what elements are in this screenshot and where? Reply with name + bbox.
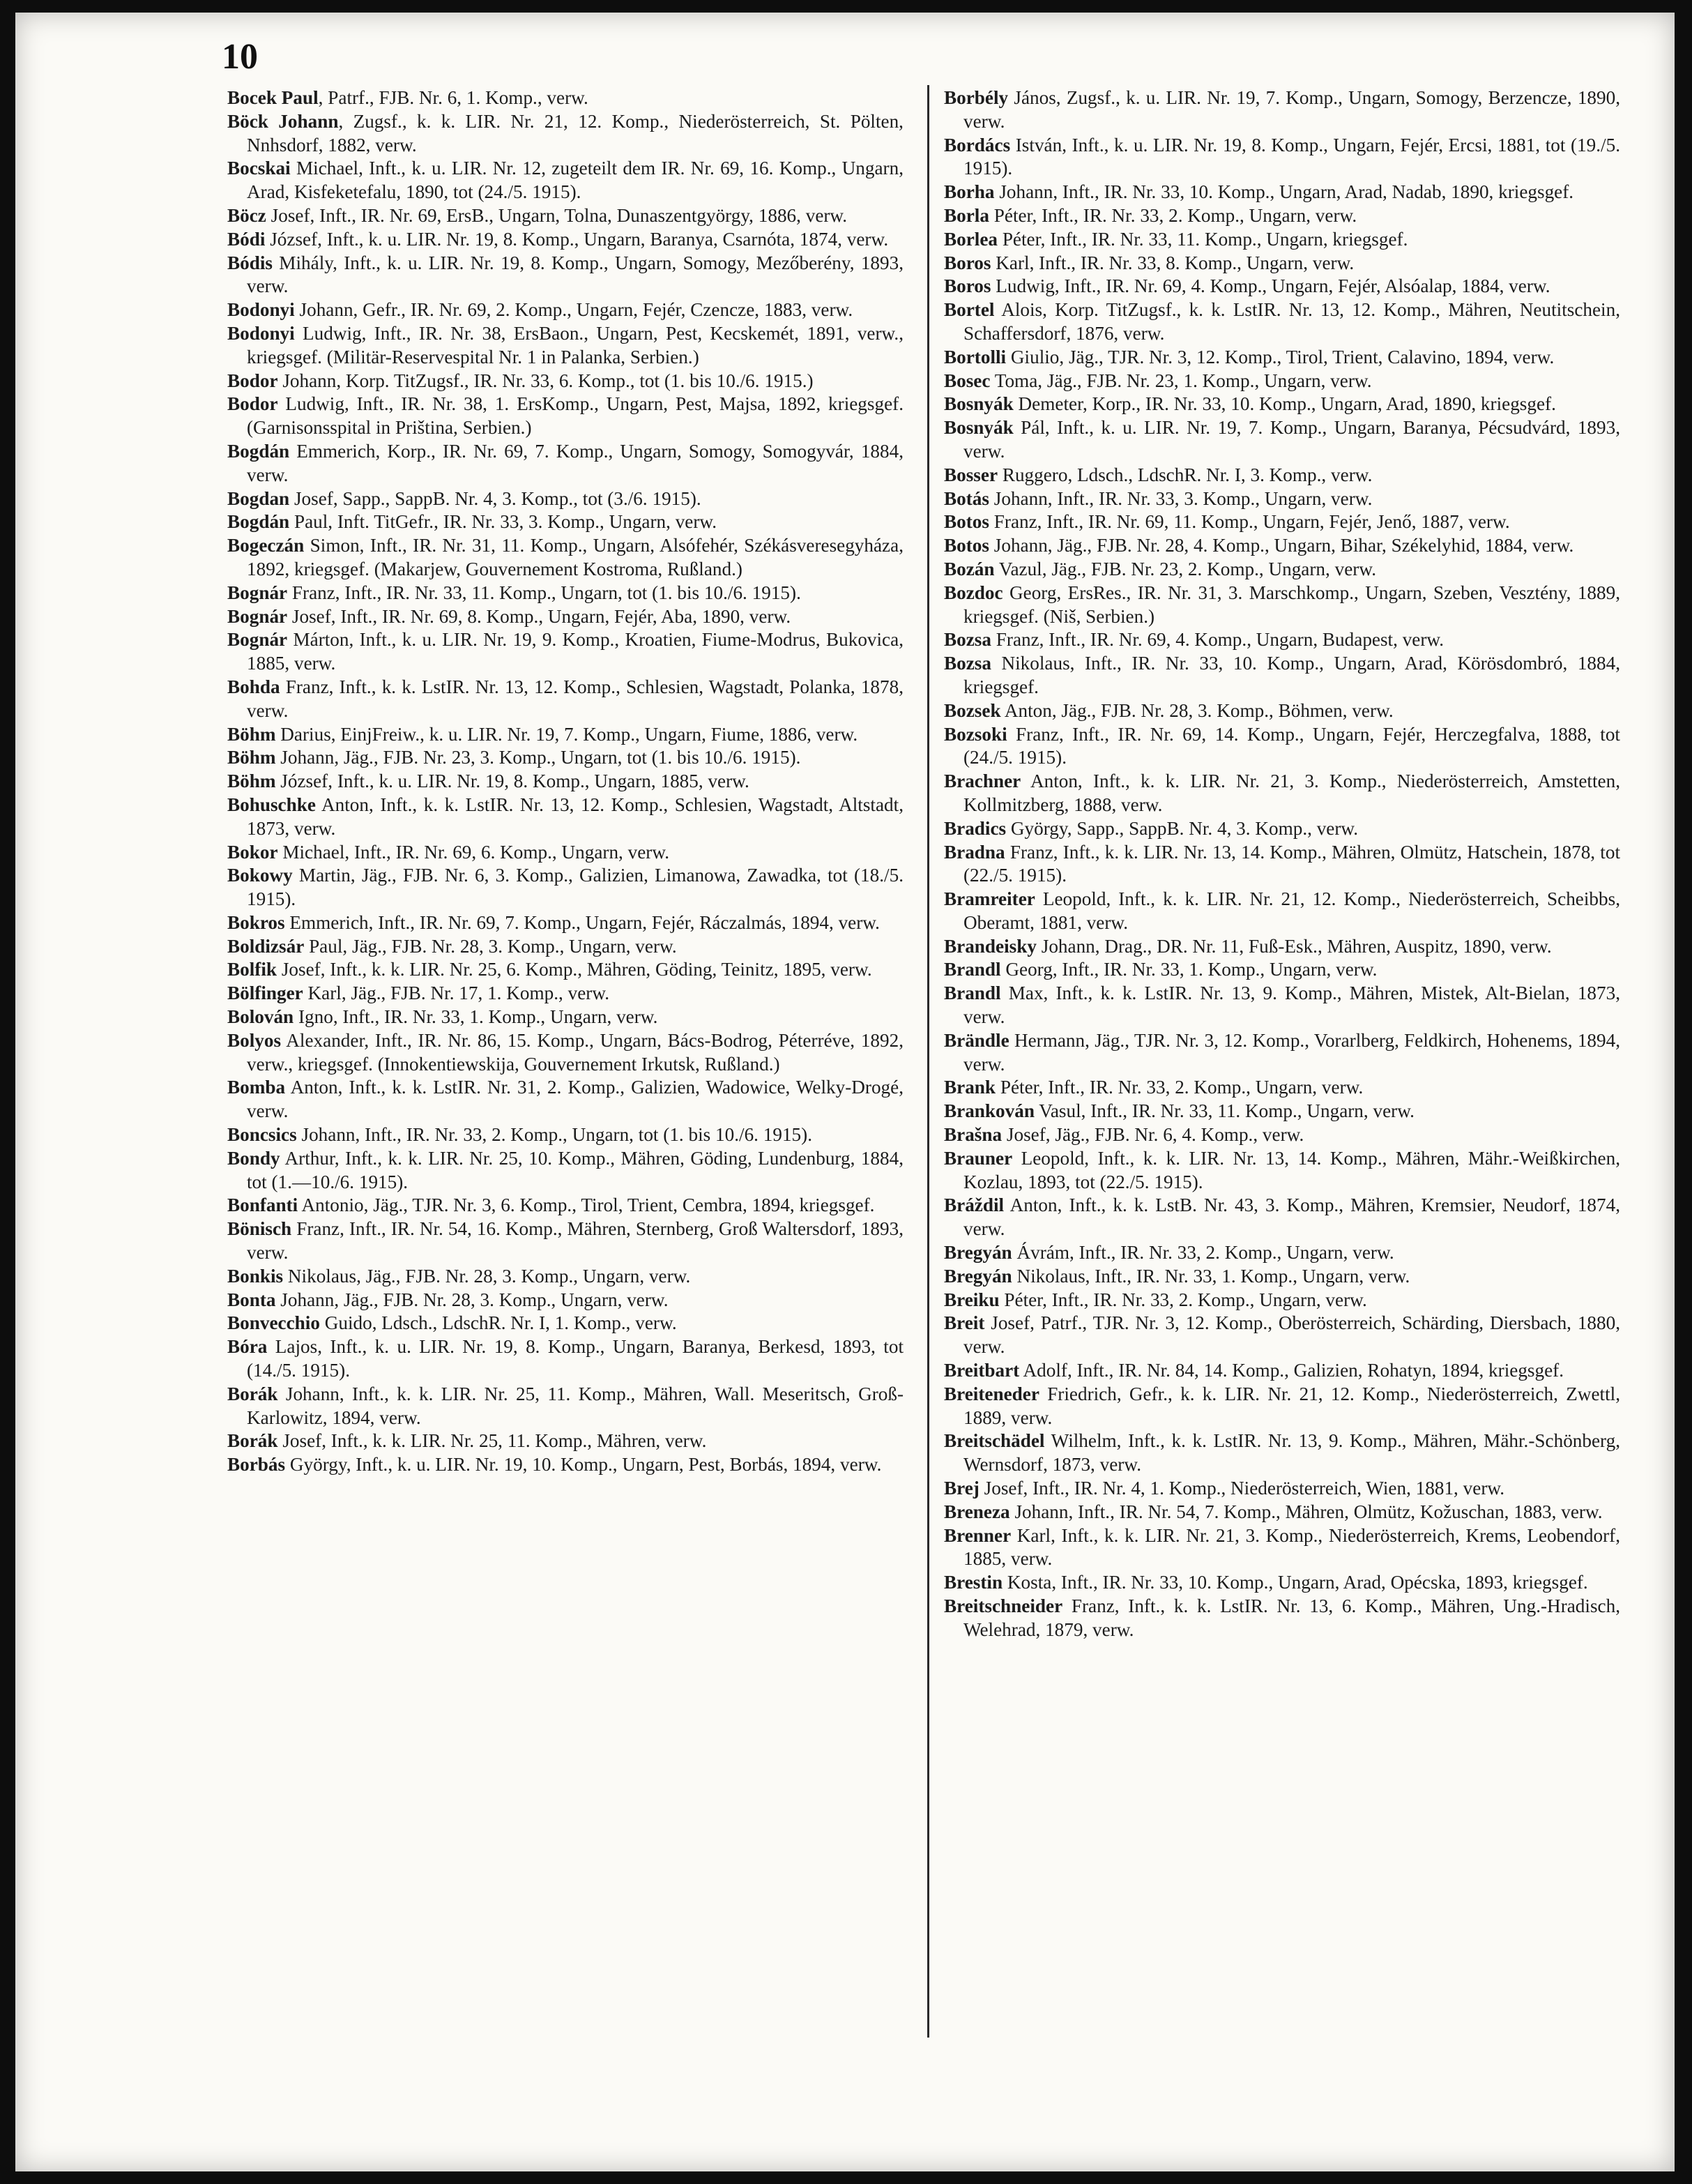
entry-details: Ruggero, Ldsch., LdschR. Nr. I, 3. Komp., verw. <box>998 464 1373 485</box>
list-entry <box>227 86 904 110</box>
list-entry <box>944 888 1620 935</box>
entry-details: Max, Inft., k. k. LstIR. Nr. 13, 9. Komp., Mähren, Mistek, Alt-Bielan, 1873, verw. <box>963 983 1620 1028</box>
list-entry <box>227 864 904 911</box>
list-entry <box>944 1100 1620 1123</box>
entry-details: Johann, Inft., IR. Nr. 33, 10. Komp., Ungarn, Arad, Nadab, 1890, kriegsgef. <box>994 181 1574 203</box>
entry-details: Josef, Patrf., TJR. Nr. 3, 12. Komp., Oberösterreich, Schärding, Diersbach, 1880, verw. <box>963 1312 1620 1358</box>
list-entry <box>227 1312 904 1335</box>
list-entry <box>227 723 904 747</box>
entry-details: Anton, Jäg., FJB. Nr. 28, 3. Komp., Böhmen, verw. <box>1000 699 1394 721</box>
entry-name: Borák <box>227 1383 278 1404</box>
list-entry <box>227 1006 904 1029</box>
list-entry <box>944 370 1620 393</box>
entry-details: Mihály, Inft., k. u. LIR. Nr. 19, 8. Komp., Ungarn, Somogy, Mezőberény, 1893, verw. <box>247 252 904 297</box>
entry-name: Bóra <box>227 1336 268 1358</box>
entry-details: Franz, Inft., IR. Nr. 69, 4. Komp., Ungarn, Budapest, verw. <box>991 629 1445 651</box>
list-entry <box>944 416 1620 464</box>
entry-details: Anton, Inft., k. k. LstIR. Nr. 31, 2. Komp., Galizien, Wadowice, Welky-Drogé, verw. <box>247 1077 904 1122</box>
entry-name: Breneza <box>944 1501 1010 1522</box>
entry-name: Bonkis <box>227 1265 284 1287</box>
entry-details: Pál, Inft., k. u. LIR. Nr. 19, 7. Komp., Ungarn, Baranya, Pécsudvárd, 1893, verw. <box>963 417 1620 462</box>
entry-name: Brandl <box>944 959 1001 980</box>
entry-name: Bozsa <box>944 653 991 674</box>
entry-name: Bogdán <box>227 511 290 533</box>
entry-name: Botás <box>944 487 989 509</box>
list-entry <box>944 770 1620 817</box>
entry-name: Bogdan <box>227 487 290 509</box>
list-entry <box>227 770 904 794</box>
list-entry <box>944 134 1620 181</box>
entry-name: Bozán <box>944 558 995 579</box>
list-entry <box>227 1289 904 1312</box>
list-entry <box>227 510 904 534</box>
entry-details: György, Inft., k. u. LIR. Nr. 19, 10. Komp., Ungarn, Pest, Borbás, 1894, verw. <box>285 1454 882 1476</box>
entry-name: Brandeisky <box>944 935 1037 957</box>
entry-name: Brašna <box>944 1124 1003 1146</box>
entry-name: Bognár <box>227 629 288 651</box>
entry-name: Breitschädel <box>944 1430 1045 1452</box>
entry-details: Ludwig, Inft., IR. Nr. 69, 4. Komp., Ungarn, Fejér, Alsóalap, 1884, verw. <box>991 275 1550 297</box>
entry-name: Bozsoki <box>944 723 1007 745</box>
list-entry <box>227 605 904 629</box>
entry-details: Josef, Inft., k. k. LIR. Nr. 25, 6. Komp., Mähren, Göding, Teinitz, 1895, verw. <box>277 959 872 980</box>
entry-name: Bosser <box>944 464 998 485</box>
entry-name: Bognár <box>227 605 288 627</box>
entry-details: Kosta, Inft., IR. Nr. 33, 10. Komp., Ungarn, Arad, Opécska, 1893, kriegsgef. <box>1003 1572 1588 1593</box>
list-entry <box>944 346 1620 370</box>
list-entry <box>944 228 1620 252</box>
entry-details: Georg, Inft., IR. Nr. 33, 1. Komp., Ungarn, verw. <box>1000 959 1378 980</box>
entry-details: Franz, Inft., IR. Nr. 69, 14. Komp., Ungarn, Fejér, Herczegfalva, 1888, tot (24./5. 1915). <box>963 723 1620 768</box>
entry-name: Bosnyák <box>944 417 1014 439</box>
entry-details: Ávrám, Inft., IR. Nr. 33, 2. Komp., Ungarn, verw. <box>1012 1242 1394 1264</box>
entry-details: Johann, Jäg., FJB. Nr. 23, 3. Komp., Ungarn, tot (1. bis 10./6. 1915). <box>275 747 801 768</box>
entry-name: Bodonyi <box>227 322 295 344</box>
entry-details: Guido, Ldsch., LdschR. Nr. I, 1. Komp., verw. <box>319 1312 677 1334</box>
entry-name: Bohda <box>227 676 280 697</box>
list-entry <box>227 1218 904 1265</box>
entry-details: Márton, Inft., k. u. LIR. Nr. 19, 9. Komp., Kroatien, Fiume-Modrus, Bukovica, 1885, verw. <box>247 629 904 674</box>
entry-name: Borbás <box>227 1454 286 1476</box>
entry-details: , Patrf., FJB. Nr. 6, 1. Komp., verw. <box>318 87 588 108</box>
entry-details: Johann, Gefr., IR. Nr. 69, 2. Komp., Ungarn, Fejér, Czencze, 1883, verw. <box>294 299 853 321</box>
entry-details: Franz, Inft., k. k. LIR. Nr. 13, 14. Komp., Mähren, Olmütz, Hatschein, 1878, tot (22./5. 1915). <box>963 841 1620 886</box>
entry-name: Bocek Paul <box>227 87 319 108</box>
list-entry <box>227 794 904 841</box>
list-entry <box>944 298 1620 346</box>
entry-name: Bosec <box>944 370 991 391</box>
list-entry <box>944 1194 1620 1241</box>
entry-name: Bonvecchio <box>227 1312 320 1334</box>
entry-name: Bráždil <box>944 1195 1005 1216</box>
list-entry <box>227 911 904 935</box>
list-entry <box>944 1289 1620 1312</box>
entry-details: Paul, Inft. TitGefr., IR. Nr. 33, 3. Komp., Ungarn, verw. <box>289 511 717 533</box>
entry-name: Bregyán <box>944 1242 1012 1264</box>
entry-name: Bonfanti <box>227 1195 298 1216</box>
entry-details: János, Zugsf., k. u. LIR. Nr. 19, 7. Komp., Ungarn, Somogy, Berzencze, 1890, verw. <box>963 87 1620 132</box>
entry-name: Bölfinger <box>227 983 303 1004</box>
list-entry <box>944 699 1620 723</box>
list-entry <box>227 487 904 511</box>
list-entry <box>944 1383 1620 1430</box>
entry-details: Emmerich, Korp., IR. Nr. 69, 7. Komp., Ungarn, Somogy, Somogyvár, 1884, verw. <box>247 440 904 485</box>
entry-details: Johann, Drag., DR. Nr. 11, Fuß-Esk., Mähren, Auspitz, 1890, verw. <box>1036 935 1552 957</box>
list-entry <box>227 958 904 982</box>
entry-name: Bocskai <box>227 158 291 179</box>
list-entry <box>944 817 1620 841</box>
entry-name: Bogdán <box>227 440 290 462</box>
list-entry <box>944 558 1620 582</box>
entry-name: Breitschneider <box>944 1595 1063 1616</box>
entry-name: Brej <box>944 1478 980 1499</box>
list-entry <box>227 1076 904 1123</box>
entry-details: Josef, Inft., k. k. LIR. Nr. 25, 11. Komp., Mähren, verw. <box>277 1430 707 1452</box>
entry-details: Karl, Jäg., FJB. Nr. 17, 1. Komp., verw. <box>303 983 609 1004</box>
entry-name: Breitbart <box>944 1360 1020 1381</box>
list-entry <box>227 1029 904 1077</box>
entry-details: Vasul, Inft., IR. Nr. 33, 11. Komp., Ungarn, verw. <box>1034 1100 1415 1122</box>
entry-name: Bodor <box>227 370 278 391</box>
right-column <box>944 86 1620 1642</box>
left-column <box>227 86 904 1477</box>
list-entry <box>944 181 1620 204</box>
entry-details: Leopold, Inft., k. k. LIR. Nr. 13, 14. Komp., Mähren, Mähr.-Weißkirchen, Kozlau, 1893, tot (22./5. 1915). <box>963 1147 1620 1192</box>
list-entry <box>944 1430 1620 1477</box>
list-entry <box>944 582 1620 629</box>
entry-details: Josef, Jäg., FJB. Nr. 6, 4. Komp., verw. <box>1002 1124 1304 1146</box>
entry-name: Böcz <box>227 204 266 226</box>
entry-details: Georg, ErsRes., IR. Nr. 31, 3. Marschkomp., Ungarn, Szeben, Vesztény, 1889, kriegsgef. (Niš, Serbien.) <box>963 582 1620 627</box>
list-entry <box>227 393 904 440</box>
entry-details: Demeter, Korp., IR. Nr. 33, 10. Komp., Ungarn, Arad, 1890, kriegsgef. <box>1013 393 1556 415</box>
list-entry <box>227 157 904 204</box>
entry-details: Toma, Jäg., FJB. Nr. 23, 1. Komp., Ungarn, verw. <box>990 370 1372 391</box>
entry-name: Bozsek <box>944 699 1001 721</box>
entry-name: Bogeczán <box>227 535 305 556</box>
list-entry <box>944 935 1620 959</box>
list-entry <box>944 723 1620 771</box>
entry-details: Karl, Inft., IR. Nr. 33, 8. Komp., Ungarn, verw. <box>991 252 1355 273</box>
entry-details: Josef, Inft., IR. Nr. 69, 8. Komp., Ungarn, Fejér, Aba, 1890, verw. <box>287 605 791 627</box>
entry-name: Boros <box>944 275 991 297</box>
list-entry <box>227 322 904 370</box>
entry-details: Wilhelm, Inft., k. k. LstIR. Nr. 13, 9. Komp., Mähren, Mähr.-Schönberg, Wernsdorf, 1873, verw. <box>963 1430 1620 1476</box>
entry-details: Johann, Inft., k. k. LIR. Nr. 25, 11. Komp., Mähren, Wall. Meseritsch, Groß-Karlowitz, 1894, verw. <box>247 1383 904 1428</box>
entry-name: Brachner <box>944 771 1021 792</box>
entry-details: Franz, Inft., k. k. LstIR. Nr. 13, 12. Komp., Schlesien, Wagstadt, Polanka, 1878, verw. <box>247 676 904 721</box>
list-entry <box>944 1241 1620 1265</box>
entry-details: Friedrich, Gefr., k. k. LIR. Nr. 21, 12. Komp., Niederösterreich, Zwettl, 1889, verw. <box>963 1383 1620 1428</box>
entry-details: Antonio, Jäg., TJR. Nr. 3, 6. Komp., Tirol, Trient, Cembra, 1894, kriegsgef. <box>298 1195 875 1216</box>
entry-name: Bönisch <box>227 1218 292 1240</box>
list-entry <box>227 935 904 959</box>
list-entry <box>227 440 904 487</box>
entry-name: Breiku <box>944 1289 1000 1310</box>
list-entry <box>227 534 904 582</box>
list-entry <box>944 1524 1620 1572</box>
entry-details: Alexander, Inft., IR. Nr. 86, 15. Komp., Ungarn, Bács-Bodrog, Péterréve, 1892, verw., kriegsgef. (Innokentiewskija, Gouvernement Irkutsk, Rußland.) <box>247 1029 904 1075</box>
entry-name: Bondy <box>227 1147 280 1169</box>
entry-name: Böhm <box>227 747 276 768</box>
entry-name: Bosnyák <box>944 393 1014 415</box>
entry-details: Lajos, Inft., k. u. LIR. Nr. 19, 8. Komp., Ungarn, Baranya, Berkesd, 1893, tot (14./5. 1915). <box>247 1336 904 1381</box>
entry-name: Bokowy <box>227 865 293 886</box>
list-entry <box>944 534 1620 558</box>
list-entry <box>227 228 904 252</box>
list-entry <box>227 628 904 676</box>
entry-details: Franz, Inft., IR. Nr. 33, 11. Komp., Ungarn, tot (1. bis 10./6. 1915). <box>287 582 801 603</box>
entry-details: Johann, Korp. TitZugsf., IR. Nr. 33, 6. Komp., tot (1. bis 10./6. 1915.) <box>277 370 814 391</box>
list-entry <box>944 958 1620 982</box>
entry-name: Bolyos <box>227 1029 282 1051</box>
entry-name: Bódi <box>227 228 266 250</box>
entry-name: Böhm <box>227 771 276 792</box>
entry-details: Anton, Inft., k. k. LstIR. Nr. 13, 12. Komp., Schlesien, Wagstadt, Altstadt, 1873, verw. <box>247 794 904 839</box>
list-entry <box>227 252 904 299</box>
entry-details: Ludwig, Inft., IR. Nr. 38, ErsBaon., Ungarn, Pest, Kecskemét, 1891, verw., kriegsgef. (Militär-Reservespital Nr. 1 in Palanka, Serbien.) <box>247 322 904 367</box>
list-entry <box>227 1383 904 1430</box>
entry-details: Johann, Jäg., FJB. Nr. 28, 3. Komp., Ungarn, verw. <box>275 1289 669 1310</box>
list-entry <box>944 982 1620 1029</box>
entry-name: Bokros <box>227 911 285 933</box>
list-entry <box>227 1453 904 1477</box>
entry-name: Bódis <box>227 252 273 273</box>
entry-name: Borbély <box>944 87 1009 108</box>
list-entry <box>227 1430 904 1453</box>
entry-name: Bodonyi <box>227 299 295 321</box>
list-entry <box>227 110 904 158</box>
entry-details: Péter, Inft., IR. Nr. 33, 2. Komp., Ungarn, verw. <box>989 204 1357 226</box>
entry-details: Michael, Inft., IR. Nr. 69, 6. Komp., Ungarn, verw. <box>277 841 670 863</box>
entry-name: Borha <box>944 181 995 203</box>
entry-details: Hermann, Jäg., TJR. Nr. 3, 12. Komp., Vorarlberg, Feldkirch, Hohenems, 1894, verw. <box>963 1029 1620 1075</box>
entry-name: Brändle <box>944 1029 1009 1051</box>
page-number: 10 <box>222 37 258 77</box>
entry-name: Bognár <box>227 582 288 603</box>
entry-details: Darius, EinjFreiw., k. u. LIR. Nr. 19, 7. Komp., Ungarn, Fiume, 1886, verw. <box>275 723 858 745</box>
entry-name: Bozdoc <box>944 582 1003 603</box>
entry-name: Breit <box>944 1312 985 1334</box>
entry-details: Josef, Inft., IR. Nr. 69, ErsB., Ungarn, Tolna, Dunaszentgyörgy, 1886, verw. <box>266 204 848 226</box>
entry-details: Péter, Inft., IR. Nr. 33, 2. Komp., Ungarn, verw. <box>999 1289 1367 1310</box>
entry-name: Bregyán <box>944 1265 1012 1287</box>
entry-details: Simon, Inft., IR. Nr. 31, 11. Komp., Ungarn, Alsófehér, Székásveresegyháza, 1892, kriegsgef. (Makarjew, Gouvernement Kostroma, Rußland.) <box>247 535 904 579</box>
list-entry <box>944 1312 1620 1359</box>
entry-name: Brestin <box>944 1572 1003 1593</box>
list-entry <box>944 510 1620 534</box>
entry-details: , Zugsf., k. k. LIR. Nr. 21, 12. Komp., Niederösterreich, St. Pölten, Nnhsdorf, 1882, verw. <box>247 110 904 156</box>
entry-details: Adolf, Inft., IR. Nr. 84, 14. Komp., Galizien, Rohatyn, 1894, kriegsgef. <box>1019 1360 1564 1381</box>
entry-details: Michael, Inft., k. u. LIR. Nr. 12, zugeteilt dem IR. Nr. 69, 16. Komp., Ungarn, Arad, Kisfeketefalu, 1890, tot (24./5. 1915). <box>247 158 904 203</box>
list-entry <box>227 982 904 1006</box>
entry-details: Arthur, Inft., k. k. LIR. Nr. 25, 10. Komp., Mähren, Göding, Lundenburg, 1884, tot (1.—10./6. 1915). <box>247 1147 904 1192</box>
entry-name: Bortolli <box>944 346 1007 367</box>
entry-name: Brauner <box>944 1147 1013 1169</box>
list-entry <box>944 464 1620 487</box>
entry-details: György, Sapp., SappB. Nr. 4, 3. Komp., verw. <box>1006 817 1359 839</box>
entry-details: Franz, Inft., IR. Nr. 54, 16. Komp., Mähren, Sternberg, Groß Waltersdorf, 1893, verw. <box>247 1218 904 1264</box>
entry-name: Breiteneder <box>944 1383 1039 1404</box>
list-entry <box>944 275 1620 298</box>
entry-name: Bortel <box>944 299 995 321</box>
entry-name: Bomba <box>227 1077 286 1098</box>
list-entry <box>227 298 904 322</box>
entry-details: Anton, Inft., k. k. LIR. Nr. 21, 3. Komp., Niederösterreich, Amstetten, Kollmitzberg, 1888, verw. <box>963 771 1620 815</box>
list-entry <box>227 370 904 393</box>
list-entry <box>944 1029 1620 1077</box>
entry-details: József, Inft., k. u. LIR. Nr. 19, 8. Komp., Ungarn, Baranya, Csarnóta, 1874, verw. <box>265 228 889 250</box>
entry-name: Brandl <box>944 983 1001 1004</box>
list-entry <box>944 1595 1620 1642</box>
entry-name: Brank <box>944 1077 996 1098</box>
entry-name: Bradics <box>944 817 1007 839</box>
entry-details: Franz, Inft., IR. Nr. 69, 11. Komp., Ungarn, Fejér, Jenő, 1887, verw. <box>989 511 1510 533</box>
entry-details: Josef, Inft., IR. Nr. 4, 1. Komp., Niederösterreich, Wien, 1881, verw. <box>979 1478 1505 1499</box>
list-entry <box>227 841 904 865</box>
entry-name: Böhm <box>227 723 276 745</box>
entry-details: József, Inft., k. u. LIR. Nr. 19, 8. Komp., Ungarn, 1885, verw. <box>275 771 749 792</box>
entry-details: Vazul, Jäg., FJB. Nr. 23, 2. Komp., Ungarn, verw. <box>994 558 1376 579</box>
list-entry <box>944 1501 1620 1524</box>
column-divider <box>927 85 929 2038</box>
entry-details: Péter, Inft., IR. Nr. 33, 11. Komp., Ungarn, kriegsgef. <box>998 228 1408 250</box>
list-entry <box>944 841 1620 888</box>
entry-details: Igno, Inft., IR. Nr. 33, 1. Komp., Ungarn, verw. <box>294 1006 658 1028</box>
entry-details: Alois, Korp. TitZugsf., k. k. LstIR. Nr. 13, 12. Komp., Mähren, Neutitschein, Schaffersdorf, 1876, verw. <box>963 299 1620 344</box>
entry-name: Bozsa <box>944 629 991 651</box>
list-entry <box>944 1359 1620 1383</box>
entry-name: Borla <box>944 204 989 226</box>
list-entry <box>227 1335 904 1383</box>
entry-name: Bonta <box>227 1289 276 1310</box>
entry-name: Boros <box>944 252 991 273</box>
list-entry <box>227 746 904 770</box>
entry-details: Nikolaus, Inft., IR. Nr. 33, 10. Komp., Ungarn, Arad, Körösdombró, 1884, kriegsgef. <box>963 653 1620 697</box>
list-entry <box>227 582 904 605</box>
entry-details: Johann, Inft., IR. Nr. 33, 3. Komp., Ungarn, verw. <box>989 487 1373 509</box>
list-entry <box>944 1571 1620 1595</box>
entry-details: Franz, Inft., k. k. LstIR. Nr. 13, 6. Komp., Mähren, Ung.-Hradisch, Welehrad, 1879, verw. <box>963 1595 1620 1640</box>
list-entry <box>944 628 1620 652</box>
entry-name: Bolován <box>227 1006 294 1028</box>
list-entry <box>944 1477 1620 1501</box>
entry-name: Bordács <box>944 134 1011 156</box>
list-entry <box>944 487 1620 511</box>
list-entry <box>227 1194 904 1218</box>
entry-name: Bohuschke <box>227 794 316 815</box>
entry-name: Böck Johann <box>227 110 339 132</box>
list-entry <box>227 204 904 228</box>
entry-details: Paul, Jäg., FJB. Nr. 28, 3. Komp., Ungarn, verw. <box>304 935 677 957</box>
entry-name: Bradna <box>944 841 1005 863</box>
entry-name: Brenner <box>944 1524 1012 1546</box>
list-entry <box>227 1123 904 1147</box>
list-entry <box>227 1147 904 1195</box>
entry-details: Leopold, Inft., k. k. LIR. Nr. 21, 12. Komp., Niederösterreich, Scheibbs, Oberamt, 1881, verw. <box>963 888 1620 933</box>
entry-name: Botos <box>944 511 989 533</box>
entry-name: Boncsics <box>227 1124 297 1146</box>
list-entry <box>944 252 1620 275</box>
list-entry <box>944 393 1620 416</box>
entry-details: Giulio, Jäg., TJR. Nr. 3, 12. Komp., Tirol, Trient, Calavino, 1894, verw. <box>1006 346 1555 367</box>
entry-details: Johann, Jäg., FJB. Nr. 28, 4. Komp., Ungarn, Bihar, Székelyhid, 1884, verw. <box>989 535 1574 556</box>
entry-name: Brankován <box>944 1100 1035 1122</box>
entry-details: Karl, Inft., k. k. LIR. Nr. 21, 3. Komp., Niederösterreich, Krems, Leobendorf, 1885, verw. <box>963 1524 1620 1570</box>
list-entry <box>944 1265 1620 1289</box>
list-entry <box>944 1076 1620 1100</box>
entry-details: Anton, Inft., k. k. LstB. Nr. 43, 3. Komp., Mähren, Kremsier, Neudorf, 1874, verw. <box>963 1195 1620 1240</box>
entry-details: Josef, Sapp., SappB. Nr. 4, 3. Komp., tot (3./6. 1915). <box>289 487 701 509</box>
entry-details: Emmerich, Inft., IR. Nr. 69, 7. Komp., Ungarn, Fejér, Ráczalmás, 1894, verw. <box>284 911 880 933</box>
entry-details: István, Inft., k. u. LIR. Nr. 19, 8. Komp., Ungarn, Fejér, Ercsi, 1881, tot (19./5. 1915). <box>963 134 1620 179</box>
list-entry <box>944 1147 1620 1195</box>
entry-name: Bodor <box>227 393 278 415</box>
entry-name: Botos <box>944 535 989 556</box>
entry-name: Bramreiter <box>944 888 1035 910</box>
entry-details: Martin, Jäg., FJB. Nr. 6, 3. Komp., Galizien, Limanowa, Zawadka, tot (18./5. 1915). <box>247 865 904 910</box>
entry-name: Borlea <box>944 228 998 250</box>
entry-details: Johann, Inft., IR. Nr. 33, 2. Komp., Ungarn, tot (1. bis 10./6. 1915). <box>296 1124 812 1146</box>
entry-details: Johann, Inft., IR. Nr. 54, 7. Komp., Mähren, Olmütz, Kožuschan, 1883, verw. <box>1009 1501 1603 1522</box>
list-entry <box>944 86 1620 134</box>
list-entry <box>227 676 904 723</box>
list-entry <box>944 652 1620 699</box>
entry-name: Borák <box>227 1430 278 1452</box>
list-entry <box>227 1265 904 1289</box>
entry-details: Nikolaus, Inft., IR. Nr. 33, 1. Komp., Ungarn, verw. <box>1012 1265 1410 1287</box>
entry-details: Péter, Inft., IR. Nr. 33, 2. Komp., Ungarn, verw. <box>996 1077 1364 1098</box>
entry-details: Nikolaus, Jäg., FJB. Nr. 28, 3. Komp., Ungarn, verw. <box>283 1265 691 1287</box>
entry-name: Bokor <box>227 841 278 863</box>
list-entry <box>944 1123 1620 1147</box>
entry-details: Ludwig, Inft., IR. Nr. 38, 1. ErsKomp., Ungarn, Pest, Majsa, 1892, kriegsgef. (Garnisonsspital in Priština, Serbien.) <box>247 393 904 439</box>
entry-name: Bolfik <box>227 959 277 980</box>
list-entry <box>944 204 1620 228</box>
entry-name: Boldizsár <box>227 935 305 957</box>
